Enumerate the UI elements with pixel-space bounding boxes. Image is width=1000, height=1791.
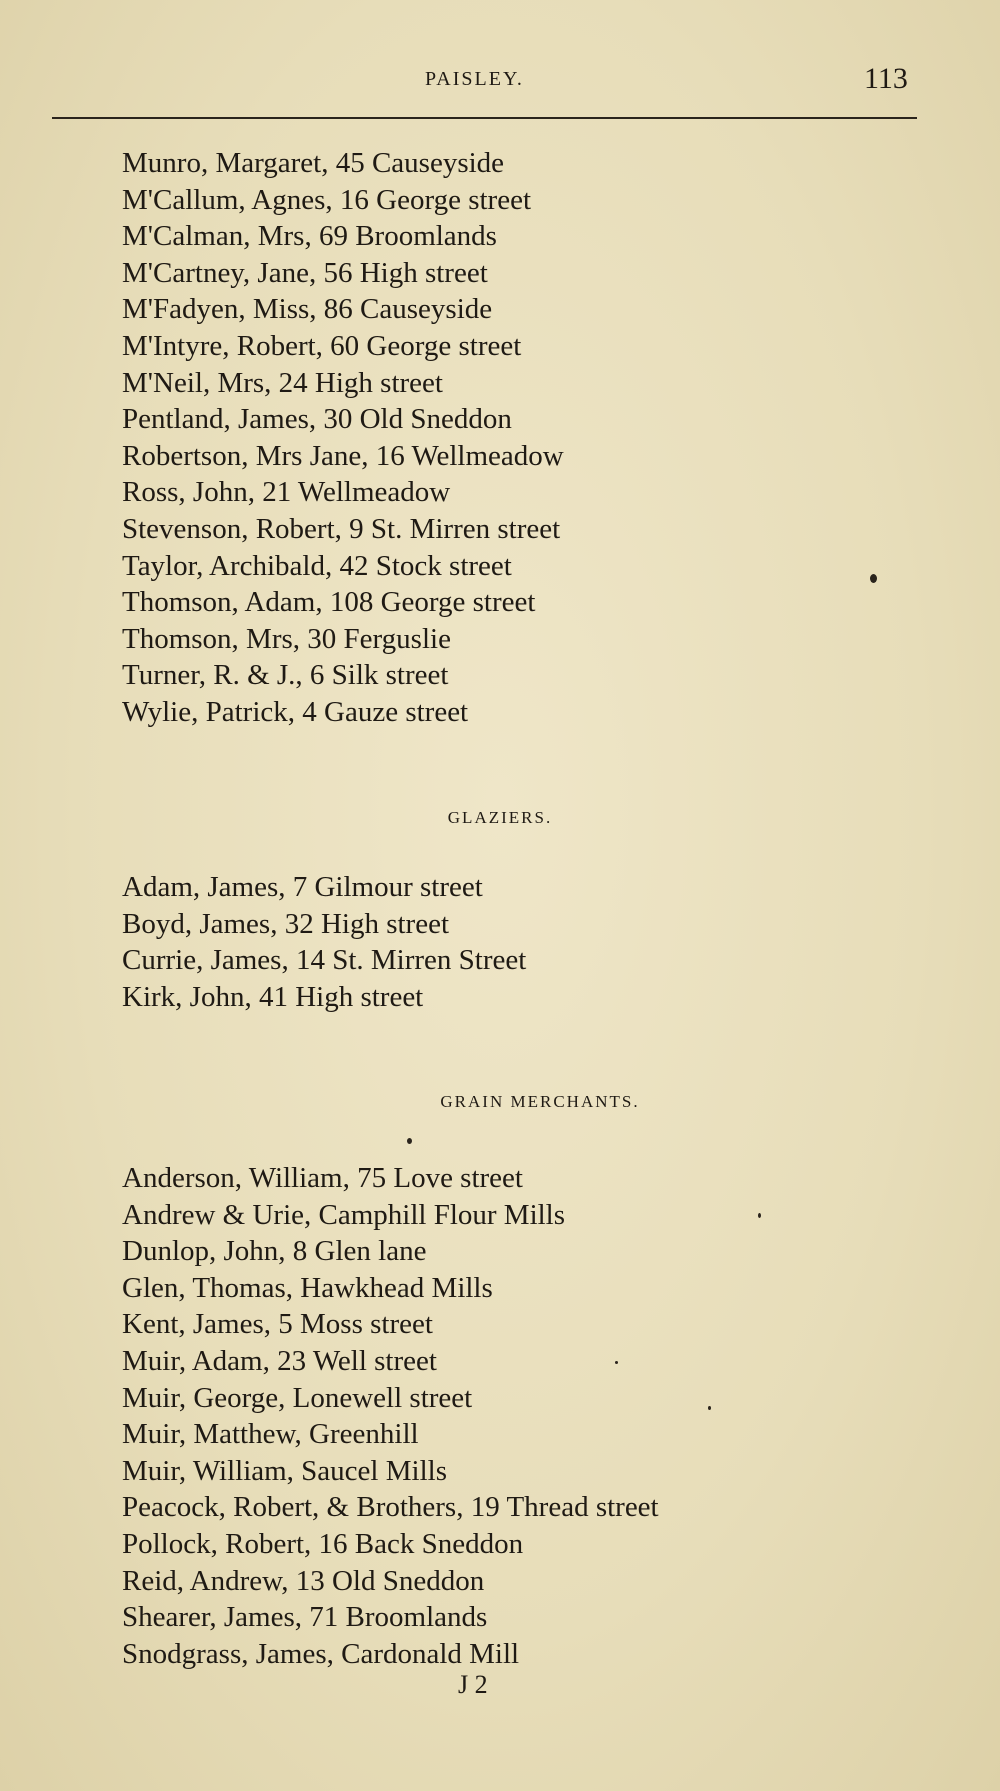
directory-entry: M'Neil, Mrs, 24 High street: [122, 366, 443, 399]
directory-entry: M'Callum, Agnes, 16 George street: [122, 183, 532, 216]
directory-entry: Thomson, Mrs, 30 Ferguslie: [122, 622, 451, 655]
directory-entry: Robertson, Mrs Jane, 16 Wellmeadow: [122, 439, 564, 472]
page-number: 113: [864, 62, 908, 95]
directory-entry: Pollock, Robert, 16 Back Sneddon: [122, 1527, 524, 1560]
directory-entry: Peacock, Robert, & Brothers, 19 Thread street: [122, 1491, 659, 1524]
directory-entry: Anderson, William, 75 Love street: [122, 1162, 523, 1194]
ink-speck: [407, 1138, 412, 1144]
directory-entry: Thomson, Adam, 108 George street: [122, 586, 536, 619]
directory-entry: Muir, William, Saucel Mills: [122, 1454, 447, 1487]
directory-entry: Currie, James, 14 St. Mirren Street: [122, 944, 527, 977]
directory-list-grain-merchants: [122, 1160, 659, 1672]
directory-entry: M'Intyre, Robert, 60 George street: [122, 329, 522, 362]
directory-entry: Taylor, Archibald, 42 Stock street: [122, 549, 512, 582]
running-head: [0, 62, 1000, 102]
directory-entry: Stevenson, Robert, 9 St. Mirren street: [122, 512, 561, 545]
directory-entry: Glen, Thomas, Hawkhead Mills: [122, 1271, 493, 1304]
directory-entry: Muir, Matthew, Greenhill: [122, 1418, 419, 1451]
directory-entry: Wylie, Patrick, 4 Gauze street: [122, 695, 469, 728]
directory-entry: M'Fadyen, Miss, 86 Causeyside: [122, 293, 493, 326]
directory-list-continued: [122, 145, 564, 731]
ink-speck: [615, 1361, 618, 1364]
directory-entry: Andrew & Urie, Camphill Flour Mills: [122, 1198, 566, 1231]
directory-entry: Turner, R. & J., 6 Silk street: [122, 659, 449, 692]
directory-entry: Muir, George, Lonewell street: [122, 1381, 473, 1414]
directory-entry: Muir, Adam, 23 Well street: [122, 1344, 437, 1377]
directory-entry: Reid, Andrew, 13 Old Sneddon: [122, 1564, 485, 1597]
running-head-title: PAISLEY.: [425, 68, 524, 90]
directory-entry: Kirk, John, 41 High street: [122, 980, 424, 1013]
ink-speck: [758, 1213, 761, 1218]
directory-entry: Ross, John, 21 Wellmeadow: [122, 476, 451, 509]
directory-entry: Kent, James, 5 Moss street: [122, 1308, 433, 1341]
signature-mark: J 2: [458, 1670, 488, 1699]
directory-entry: Dunlop, John, 8 Glen lane: [122, 1235, 427, 1268]
directory-entry: Adam, James, 7 Gilmour street: [122, 871, 483, 903]
header-rule: [52, 117, 917, 119]
directory-entry: M'Calman, Mrs, 69 Broomlands: [122, 220, 497, 253]
directory-entry: Snodgrass, James, Cardonald Mill: [122, 1637, 520, 1670]
directory-entry: Pentland, James, 30 Old Sneddon: [122, 403, 512, 436]
directory-entry: Shearer, James, 71 Broomlands: [122, 1601, 488, 1634]
directory-entry: Munro, Margaret, 45 Causeyside: [122, 147, 505, 179]
directory-entry: M'Cartney, Jane, 56 High street: [122, 256, 488, 289]
section-heading-glaziers: GLAZIERS.: [447, 808, 553, 827]
directory-list-glaziers: [122, 869, 526, 1015]
section-heading-grain-merchants: GRAIN MERCHANTS.: [440, 1092, 640, 1111]
ink-speck: [708, 1406, 711, 1410]
ink-speck: [870, 574, 877, 583]
directory-entry: Boyd, James, 32 High street: [122, 907, 450, 940]
